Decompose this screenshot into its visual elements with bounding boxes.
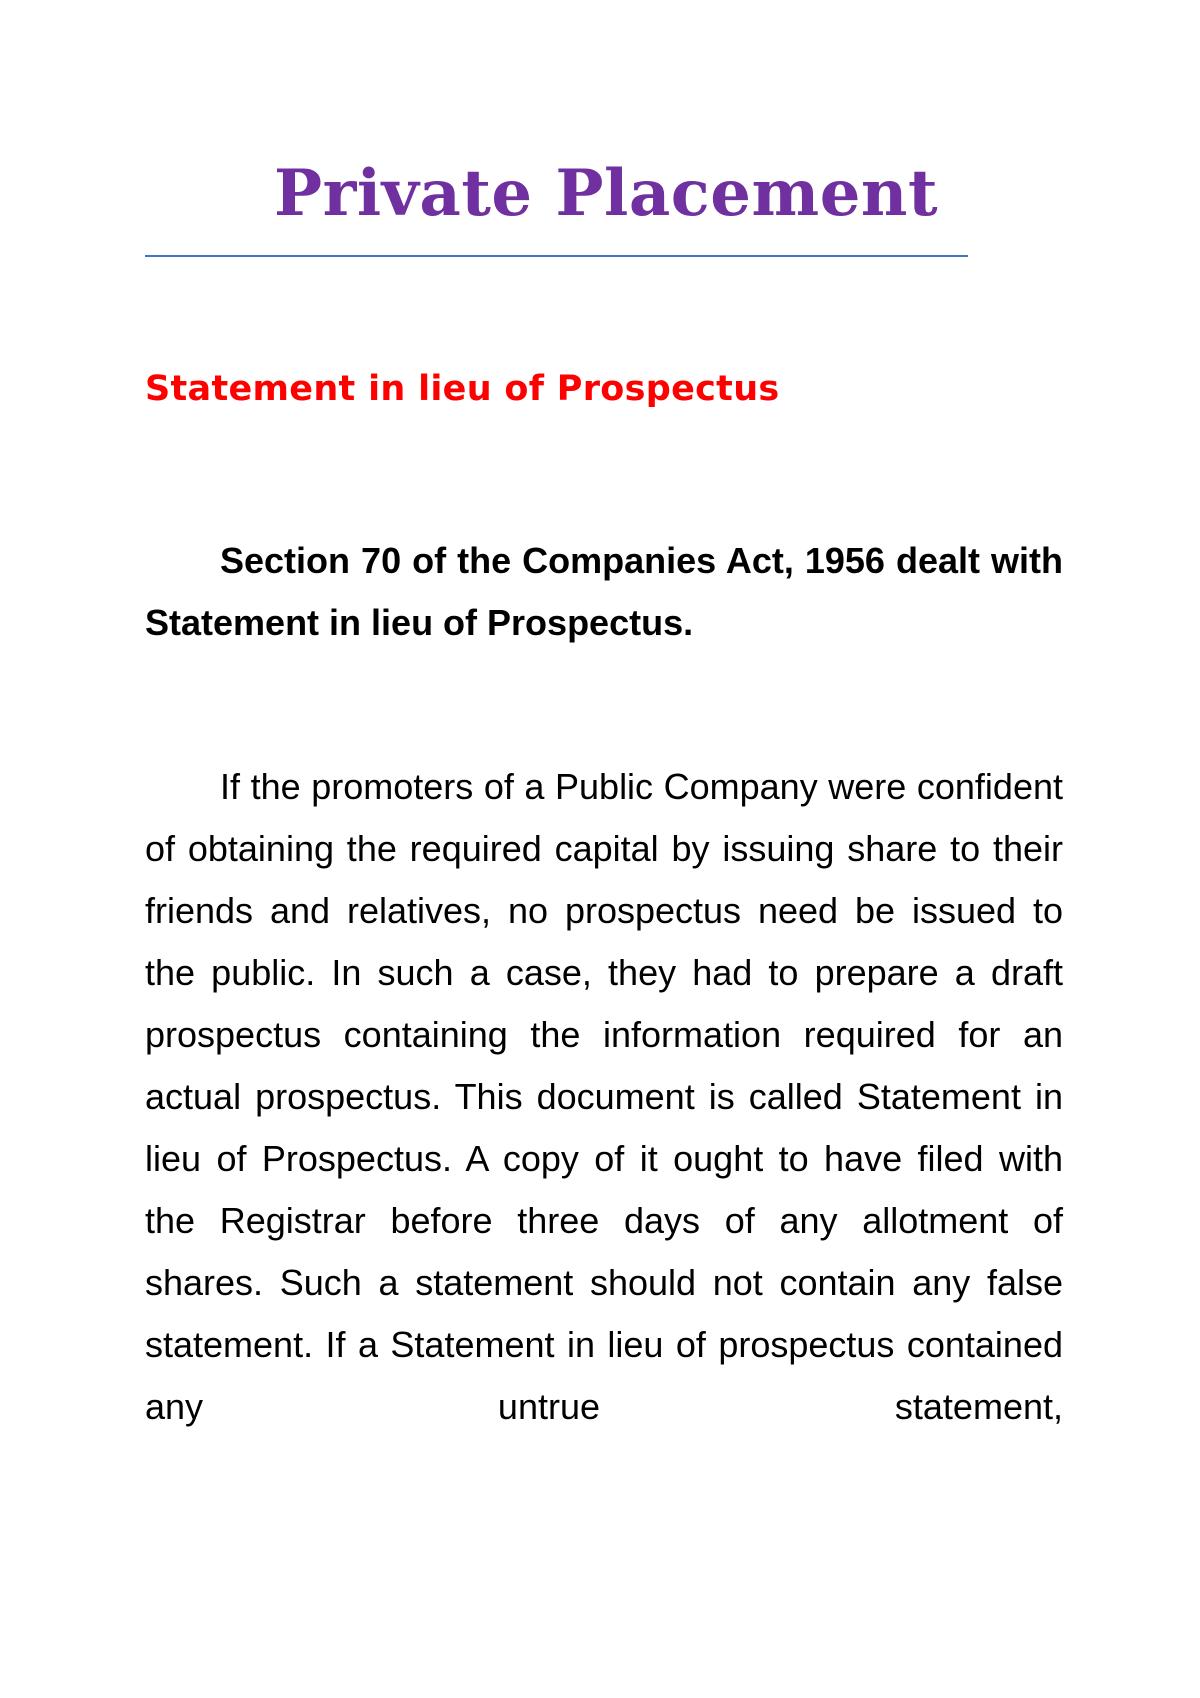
section-heading: Statement in lieu of Prospectus [145, 369, 780, 409]
body-paragraph: If the promoters of a Public Company were confident of obtaining the required capital by issuing share to their friends and relatives, no prospectus need be issued to the public. In such a case, they had to prepare a draft prospectus containing the information required for an actual prospectus. This document is called Statement in lieu of Prospectus. A copy of it ought to have filed with the Registrar before three days of any allotment of shares. Such a statement should not contain any false statement. If a Statement in lieu of prospectus contained any untrue statement, [145, 766, 1063, 1427]
page-title: Private Placement [274, 156, 938, 231]
intro-paragraph: Section 70 of the Companies Act, 1956 dealt with Statement in lieu of Prospectus. [145, 540, 1063, 643]
title-underline-divider [145, 255, 968, 257]
